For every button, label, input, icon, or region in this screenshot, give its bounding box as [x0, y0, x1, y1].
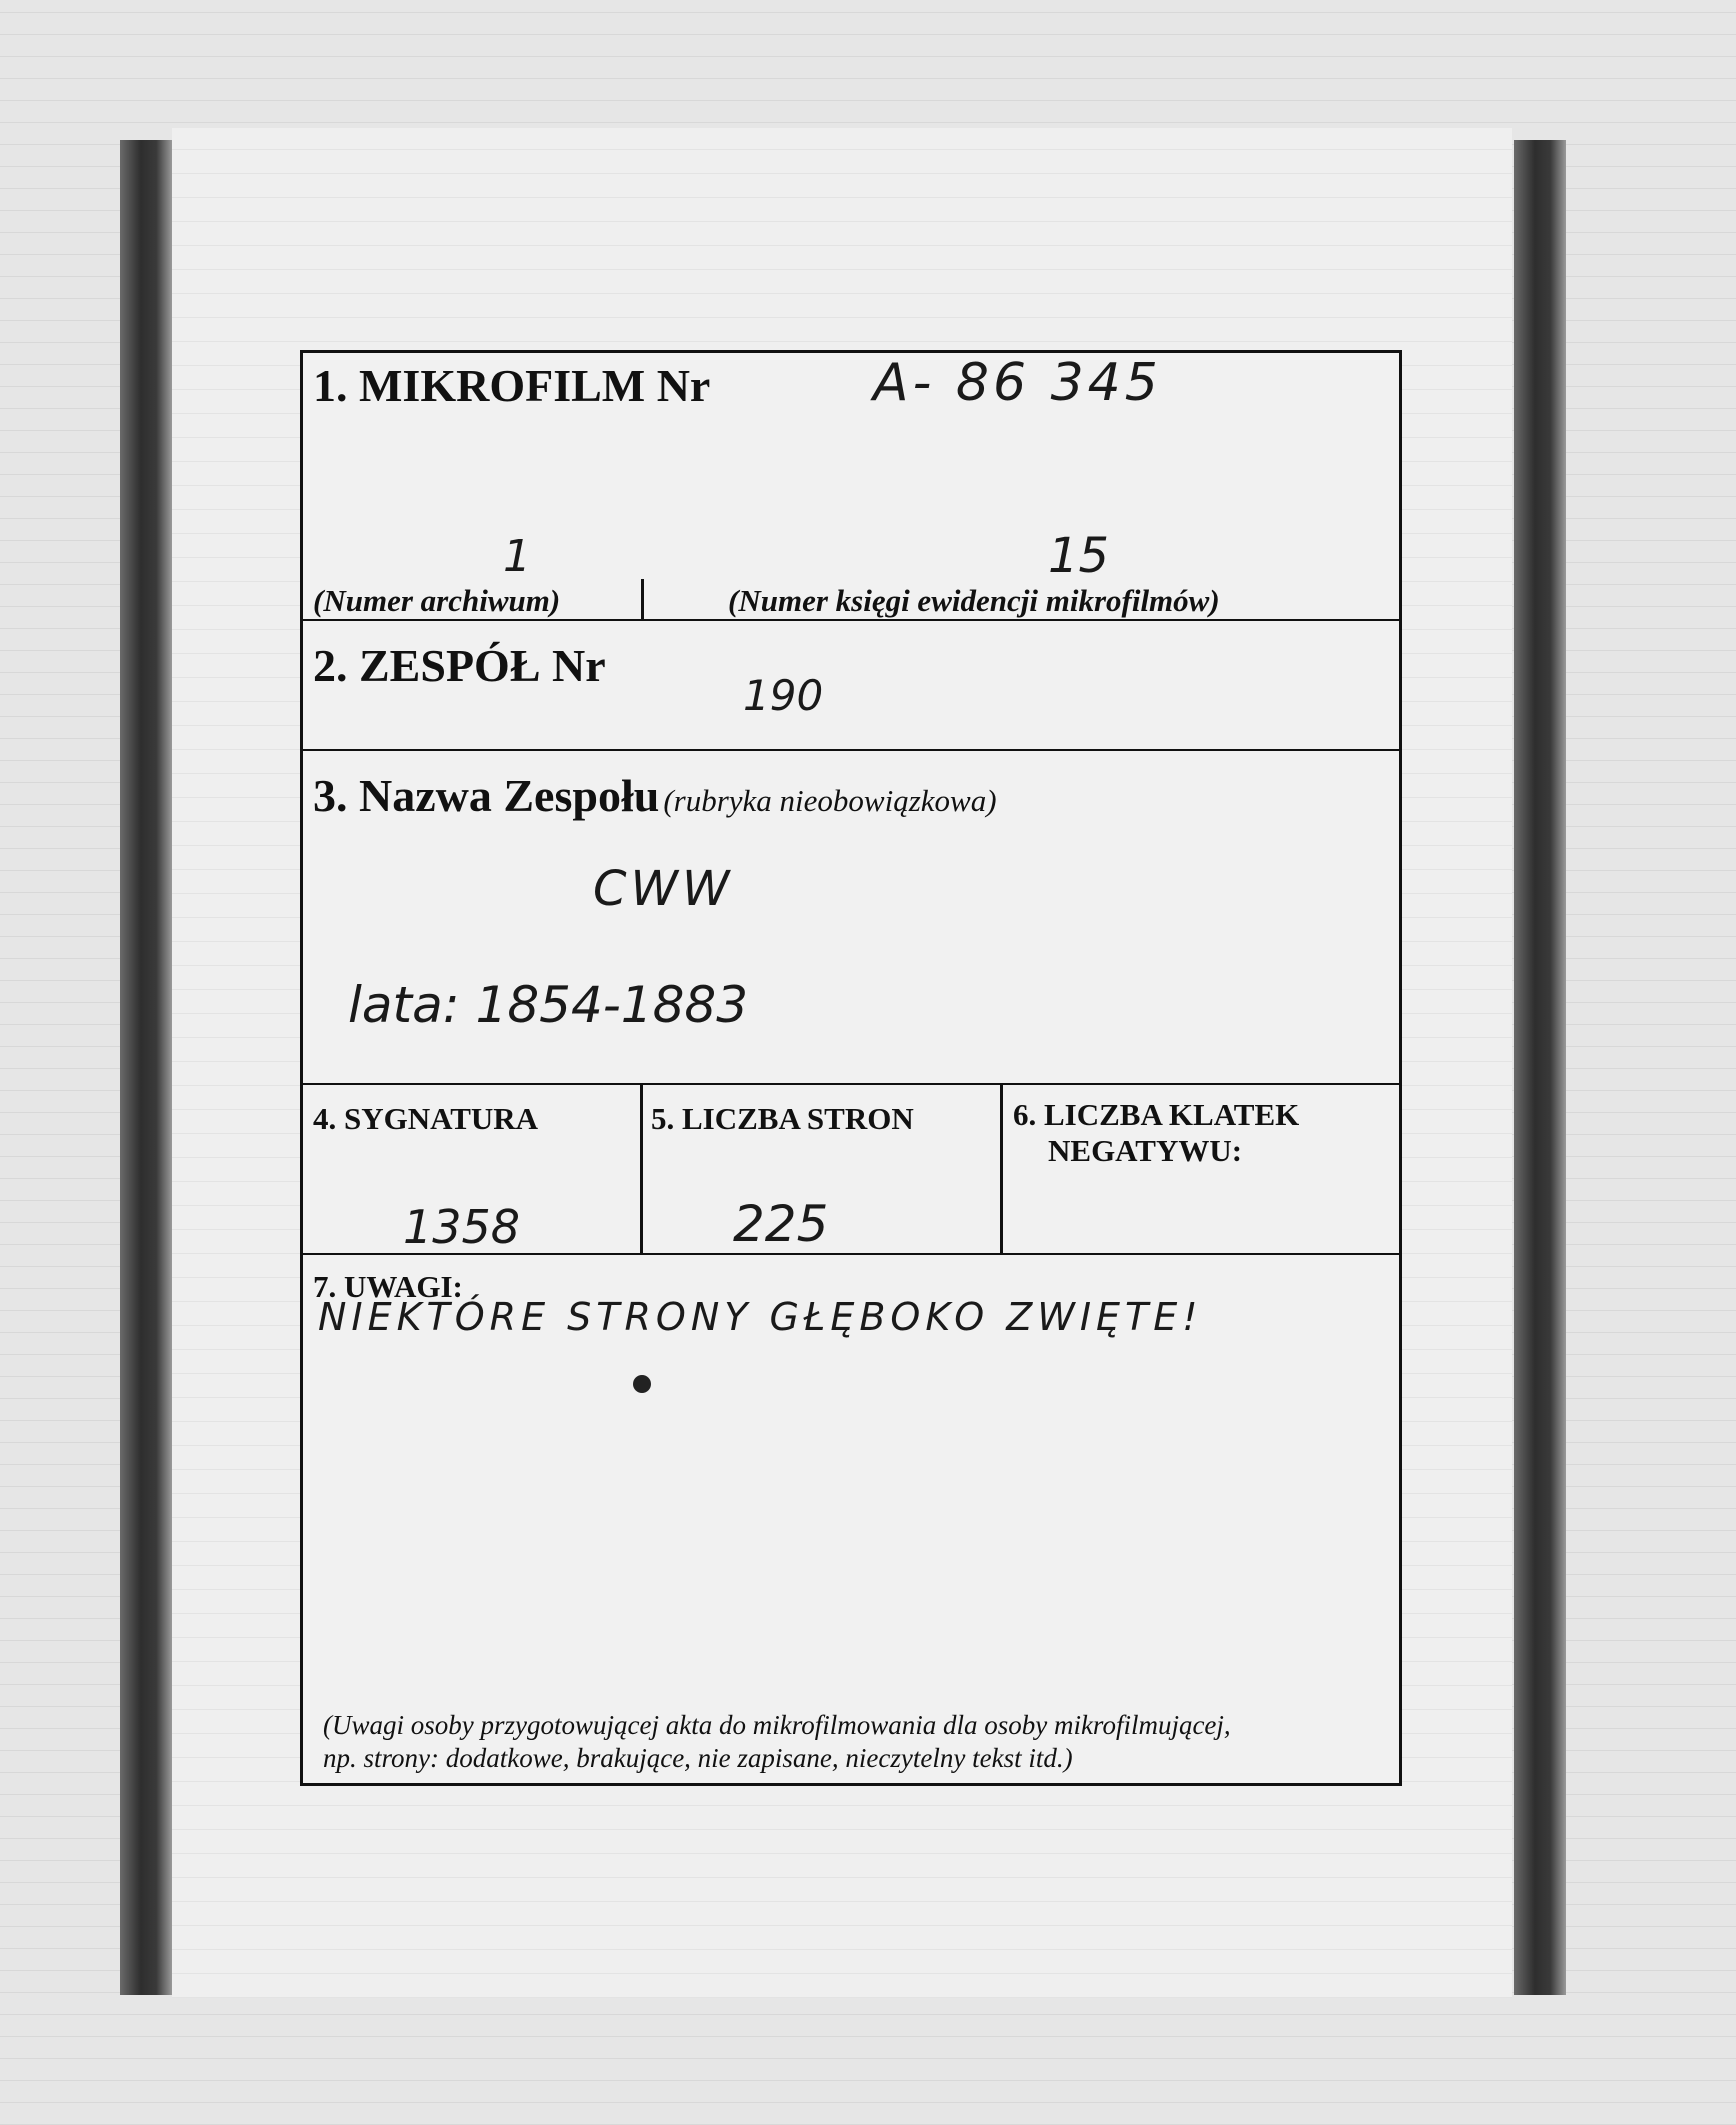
section-remarks: [303, 1255, 1399, 1786]
signature-title: 4. SYGNATURA: [313, 1101, 539, 1136]
section-fonds: [303, 621, 1399, 751]
divider: [640, 1085, 643, 1255]
fonds-name-title: 3. Nazwa Zespołu: [313, 770, 660, 821]
archive-number-label: (Numer archiwum): [313, 583, 561, 618]
fonds-number: 190: [743, 671, 824, 720]
page-count-title: 5. LICZBA STRON: [651, 1101, 914, 1136]
fonds-title: 2. ZESPÓŁ Nr: [313, 640, 606, 691]
fonds-name-value: CWW: [593, 861, 734, 917]
fonds-name-heading: [313, 769, 997, 822]
film-edge-right: [1514, 140, 1566, 1995]
divider: [1000, 1085, 1003, 1255]
section-microfilm: [303, 353, 1399, 621]
fonds-years: lata: 1854-1883: [348, 976, 749, 1034]
signature-value: 1358: [403, 1200, 521, 1254]
section-fonds-name: [303, 751, 1399, 1085]
remarks-text: NIEKTÓRE STRONY GŁĘBOKO ZWIĘTE!: [318, 1295, 1203, 1339]
divider: [641, 579, 644, 619]
section-counts: [303, 1085, 1399, 1255]
register-number-value: 15: [1048, 528, 1110, 584]
archive-number-value: 1: [503, 531, 531, 582]
page-count-value: 225: [733, 1195, 829, 1253]
remarks-footnote-line1: (Uwagi osoby przygotowującej akta do mikrofilmowania dla osoby mikrofilmującej,: [323, 1710, 1231, 1740]
film-edge-left: [120, 140, 172, 1995]
microfilm-form: [300, 350, 1402, 1786]
ink-spot: [633, 1375, 651, 1393]
microfilm-title: 1. MIKROFILM Nr: [313, 360, 711, 411]
microfilm-number: A- 86 345: [873, 353, 1162, 413]
fonds-name-optional-note: (rubryka nieobowiązkowa): [663, 783, 997, 818]
remarks-footnote-line2: np. strony: dodatkowe, brakujące, nie zapisane, nieczytelny tekst itd.): [323, 1743, 1073, 1773]
frame-count-title: 6. LICZBA KLATEK: [1013, 1097, 1300, 1132]
frame-count-title-line2: NEGATYWU:: [1048, 1133, 1243, 1168]
remarks-title: 7. UWAGI:: [313, 1269, 463, 1304]
register-number-label: (Numer księgi ewidencji mikrofilmów): [728, 583, 1220, 618]
